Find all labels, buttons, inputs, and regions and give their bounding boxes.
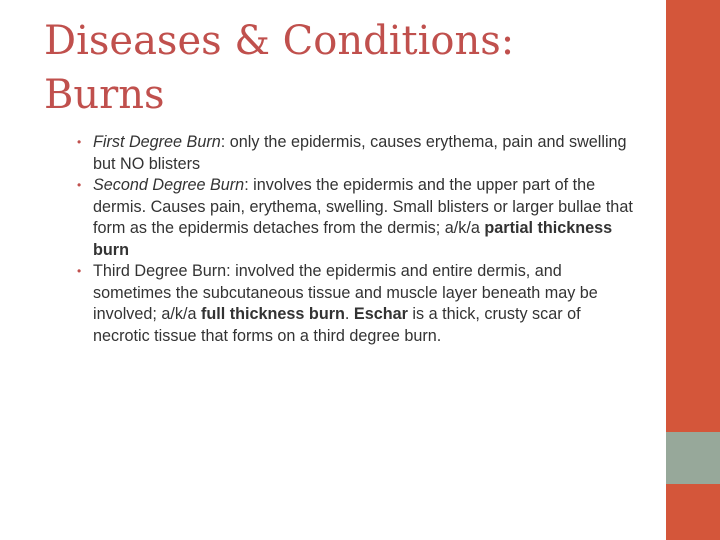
bullet-list [77,132,637,347]
sidebar-gray-block [666,432,720,484]
emphasis-full-thickness: full thickness burn [200,305,345,323]
bullet-icon: • [77,264,82,278]
bullet-list-container [77,132,637,347]
decorative-sidebar [666,0,720,540]
text-second-degree: : involves the epidermis and the upper part of the dermis. Causes pain, erythema, swelling. Small blisters or larger bullae that form as the epidermis detaches from the dermis; a/k/a [93,176,633,237]
emphasis-eschar: Eschar [353,305,408,323]
text-separator: . [344,305,354,323]
term-second-degree: Second Degree Burn [93,176,245,194]
text-third-degree: : involved the epidermis and entire dermis, and sometimes the subcutaneous tissue and muscle layer beneath may be involved; a/k/a [93,262,598,323]
sidebar-orange-block [666,0,720,432]
slide-title [44,14,644,122]
bullet-third-degree [77,261,637,347]
emphasis-partial-thickness: partial thickness burn [93,219,613,259]
term-first-degree: First Degree Burn [93,133,221,151]
term-third-degree: Third Degree Burn [93,262,227,280]
bullet-first-degree [77,132,637,175]
sidebar-orange-bottom-block [666,484,720,540]
bullet-second-degree [77,175,637,261]
bullet-icon: • [77,178,82,192]
title-line-1: Diseases & Conditions: [44,18,515,64]
title-line-2: Burns [44,72,165,118]
text-first-degree: : only the epidermis, causes erythema, pain and swelling but NO blisters [93,133,627,173]
bullet-icon: • [77,135,82,149]
text-eschar-definition: is a thick, crusty scar of necrotic tissue that forms on a third degree burn. [93,305,581,345]
